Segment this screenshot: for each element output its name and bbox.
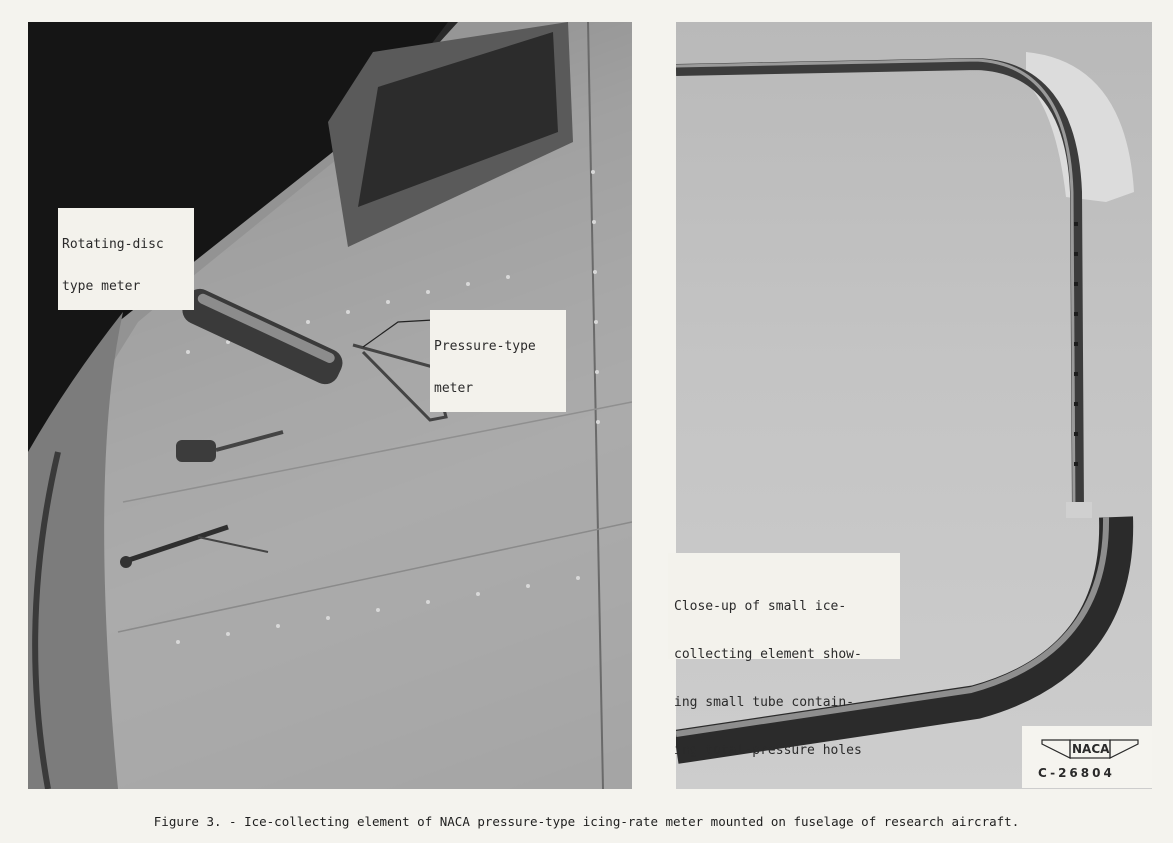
- closeup-caption-line-2: collecting element show-: [674, 647, 862, 662]
- closeup-caption-line-3: ing small tube contain-: [674, 695, 855, 710]
- closeup-caption-line-4: ing total-pressure holes: [674, 743, 862, 758]
- pressure-type-meter-label: [430, 310, 566, 412]
- rotating-disc-label-line-2: type meter: [62, 279, 141, 294]
- pressure-type-label-line-1: Pressure-type: [434, 339, 536, 354]
- photo-number: C-26804: [1038, 766, 1115, 780]
- closeup-caption: [668, 553, 900, 758]
- naca-logo-text: NACA: [1072, 742, 1110, 756]
- closeup-caption-line-1: Close-up of small ice-: [674, 599, 847, 614]
- naca-logo: [1022, 726, 1152, 788]
- rotating-disc-label-line-1: Rotating-disc: [62, 237, 164, 252]
- pressure-type-label-line-2: meter: [434, 381, 474, 396]
- figure-caption: Figure 3. - Ice-collecting element of NACA pressure-type icing-rate meter mounted on fuselage of research aircraft.: [153, 814, 1020, 829]
- rotating-disc-meter-label: [58, 208, 194, 310]
